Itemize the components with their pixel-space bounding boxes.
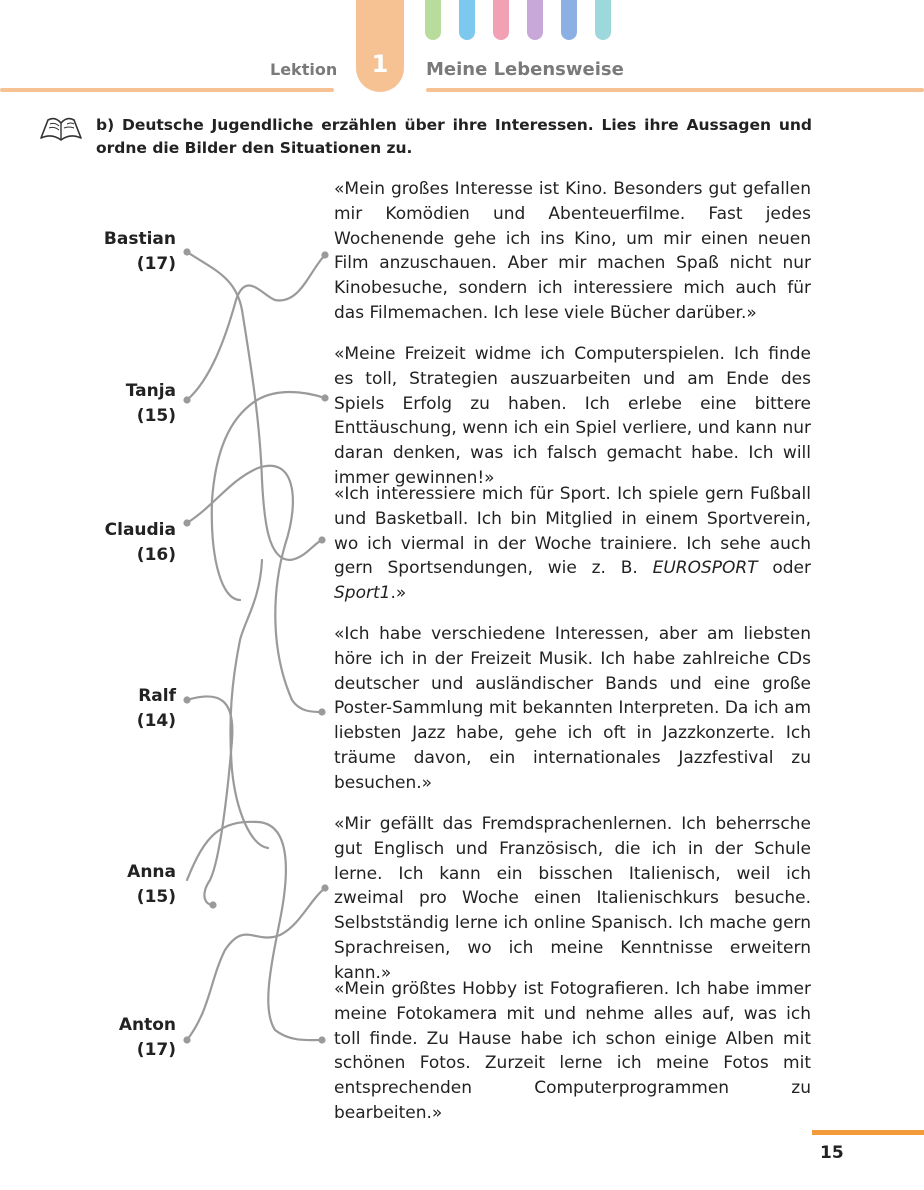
dot-quote-2 [321, 394, 328, 401]
person-age: (14) [136, 711, 176, 731]
dot-anton [183, 1036, 190, 1043]
line-tanja-2 [212, 392, 325, 600]
dot-quote-5 [321, 884, 328, 891]
person-anna [56, 860, 176, 910]
dot-anna [209, 901, 216, 908]
quote-text: oder [757, 558, 811, 579]
dot-quote-3 [318, 536, 325, 543]
quote-computer-games: «Meine Freizeit widme ich Computerspielen. Ich finde es toll, Strategien auszuarbeiten und am Ende des Spiels Erfolg zu haben. Ich erlebe eine bittere Enttäuschung, wenn ich ein Spiel verliere, und kann nur daran denken, was ich falsch gemacht habe. Ich will immer gewinnen!» [334, 344, 811, 488]
page-number: 15 [820, 1143, 844, 1163]
dot-bastian [183, 248, 190, 255]
quote-cinema: «Mein großes Interesse ist Kino. Besonders gut gefallen mir Komödien und Abenteuerfilme. Fast jedes Wochenende gehe ich ins Kino, um mir einen neuen Film anzuschauen. Aber mir machen Spaß nicht nur Kinobesuche, sondern ich interessiere mich auch für das Filmemachen. Ich lese viele Bücher darüber.» [334, 179, 811, 323]
line-claudia-2 [230, 560, 268, 848]
quote-languages: «Mir gefällt das Fremdsprachenlernen. Ich beherrsche gut Englisch und Französisch, die ich in der Schule lerne. Ich kann ein bisschen Italienisch, weil ich zweimal pro Woche einen Italienischkurs besuche. Selbstständig lerne ich online Spanisch. Ich mache gern Sprachreisen, wo ich meine Kenntnisse erweitern kann.» [334, 814, 811, 983]
line-bastian [187, 252, 322, 560]
dot-ralf [183, 696, 190, 703]
person-name: Anna [127, 862, 176, 882]
person-claudia [56, 518, 176, 568]
person-age: (16) [136, 545, 176, 565]
line-ralf [187, 696, 232, 905]
quote-italic: Sport1 [334, 583, 391, 604]
line-claudia [187, 466, 322, 712]
person-tanja [56, 379, 176, 429]
task-instruction: b) Deutsche Jugendliche erzählen über ihre Interessen. Lies ihre Aussagen und ordne die Bilder den Situationen zu. [96, 116, 812, 157]
quote-italic: EUROSPORT [652, 558, 758, 579]
line-tanja [187, 255, 325, 400]
dot-quote-4 [318, 708, 325, 715]
person-ralf [56, 684, 176, 734]
person-age: (15) [136, 887, 176, 907]
lesson-number: 1 [371, 50, 389, 78]
person-anton [56, 1013, 176, 1063]
footer-line [812, 1130, 924, 1135]
dot-quote-6 [318, 1036, 325, 1043]
person-age: (15) [136, 406, 176, 426]
line-anton [187, 888, 325, 1040]
quote-photography: «Mein größtes Hobby ist Fotografieren. Ich habe immer meine Fotokamera mit und nehme alles auf, was ich toll finde. Zu Hause habe ich schon einige Alben mit schönen Fotos. Zurzeit lerne ich meine Fotos mit entsprechenden Computerprogrammen zu bearbeiten.» [334, 979, 811, 1123]
person-age: (17) [136, 1040, 176, 1060]
quote-music: «Ich habe verschiedene Interessen, aber am liebsten höre ich in der Freizeit Musik. Ich habe zahlreiche CDs deutscher und ausländischer Bands und eine große Poster-Sammlung mit bekannten Interpreten. Da ich am liebsten Jazz habe, gehe ich oft in Jazzkonzerte. Ich träume davon, ein internationales Jazzfestival zu besuchen.» [334, 624, 811, 793]
person-name: Ralf [138, 686, 176, 706]
quote-text: «Ich interessiere mich für Sport. Ich spiele gern Fußball und Basketball. Ich bin Mitglied in einem Sportverein, wo ich viermal in der Woche trainiere. Ich sehe auch gern Sportsendungen, wie z. B. [334, 484, 811, 579]
person-name: Claudia [104, 520, 176, 540]
line-anna [187, 822, 322, 1040]
person-age: (17) [136, 254, 176, 274]
quote-sport [334, 482, 811, 606]
person-bastian [56, 227, 176, 277]
lektion-label: Lektion [270, 60, 338, 79]
chapter-title: Meine Lebensweise [426, 59, 624, 80]
person-name: Tanja [125, 381, 176, 401]
dot-tanja [183, 396, 190, 403]
quote-text: .» [390, 583, 407, 604]
dot-quote-1 [321, 251, 328, 258]
person-name: Bastian [103, 229, 176, 249]
dot-claudia [183, 519, 190, 526]
person-name: Anton [118, 1015, 176, 1035]
